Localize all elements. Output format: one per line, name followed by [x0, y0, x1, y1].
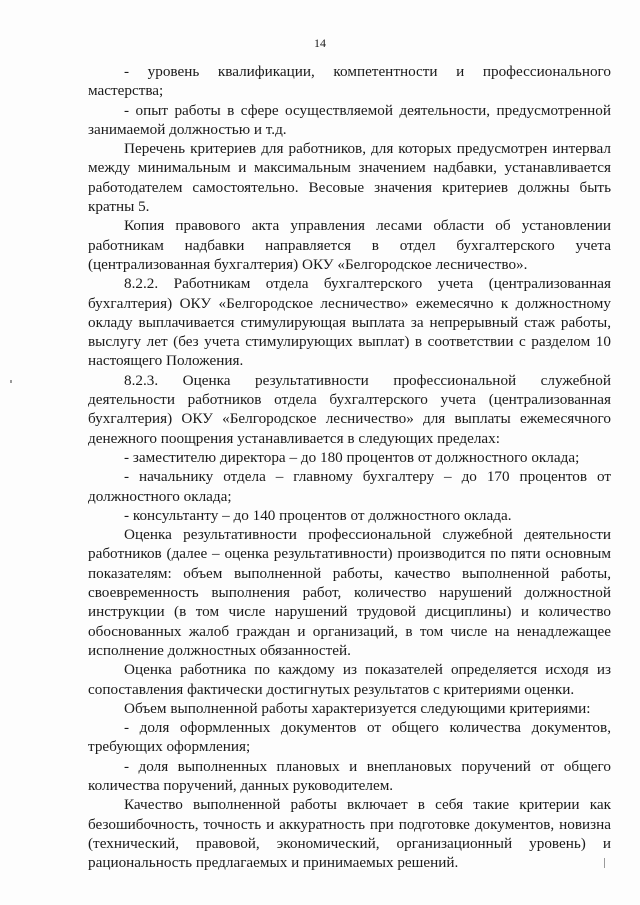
paragraph: - начальнику отдела – главному бухгалтеру – до 170 процентов от должностного оклада; — [88, 468, 611, 505]
document-body — [88, 62, 611, 872]
scan-artifact — [10, 380, 12, 383]
paragraph: - доля оформленных документов от общего количества документов, требующих оформления; — [88, 719, 611, 756]
paragraph: Оценка результативности профессиональной служебной деятельности работников (далее – оценка результативности) производится по пяти основным показателям: объем выполненной работы, качество выполненной работы, своевременность выполнения работ, количество нарушений должностной инструкции (в том числе нарушений трудовой дисциплины) и количество обоснованных жалоб граждан и организаций, в том числе на ненадлежащее исполнение должностных обязанностей. — [88, 526, 611, 659]
paragraph: - доля выполненных плановых и внеплановых поручений от общего количества поручений, данных руководителем. — [88, 757, 611, 794]
paragraph: Качество выполненной работы включает в себя такие критерии как безошибочность, точность и аккуратность при подготовке документов, новизна (технический, правовой, экономический, организационный уровень) и рациональность предлагаемых и принимаемых решений. — [88, 796, 611, 872]
scan-artifact — [604, 858, 605, 868]
paragraph: Оценка работника по каждому из показателей определяется исходя из сопоставления фактически достигнутых результатов с критериями оценки. — [88, 661, 611, 698]
paragraph: 8.2.2. Работникам отдела бухгалтерского учета (централизованная бухгалтерия) ОКУ «Белгородское лесничество» ежемесячно к должностному окладу выплачивается стимулирующая выплата за непрерывный стаж работы, выслугу лет (без учета стимулирующих выплат) в соответствии с разделом 10 настоящего Положения. — [88, 275, 611, 370]
paragraph: Копия правового акта управления лесами области об установлении работникам надбавки направляется в отдел бухгалтерского учета (централизованная бухгалтерия) ОКУ «Белгородское лесничество». — [88, 217, 611, 273]
page-number: 14 — [314, 36, 326, 50]
paragraph: - консультанту – до 140 процентов от должностного оклада. — [124, 506, 512, 524]
paragraph: - заместителю директора – до 180 процентов от должностного оклада; — [124, 448, 580, 466]
paragraph: Объем выполненной работы характеризуется следующими критериями: — [124, 699, 591, 717]
paragraph: - уровень квалификации, компетентности и профессионального мастерства; — [88, 63, 611, 100]
paragraph: - опыт работы в сфере осуществляемой деятельности, предусмотренной занимаемой должностью и т.д. — [88, 101, 611, 138]
paragraph: 8.2.3. Оценка результативности профессиональной служебной деятельности работников отдела бухгалтерского учета (централизованная бухгалтерия) ОКУ «Белгородское лесничество» для выплаты ежемесячного денежного поощрения устанавливается в следующих пределах: — [88, 371, 611, 447]
paragraph: Перечень критериев для работников, для которых предусмотрен интервал между минимальным и максимальным значением надбавки, устанавливается работодателем самостоятельно. Весовые значения критериев должны быть кратны 5. — [88, 140, 611, 216]
